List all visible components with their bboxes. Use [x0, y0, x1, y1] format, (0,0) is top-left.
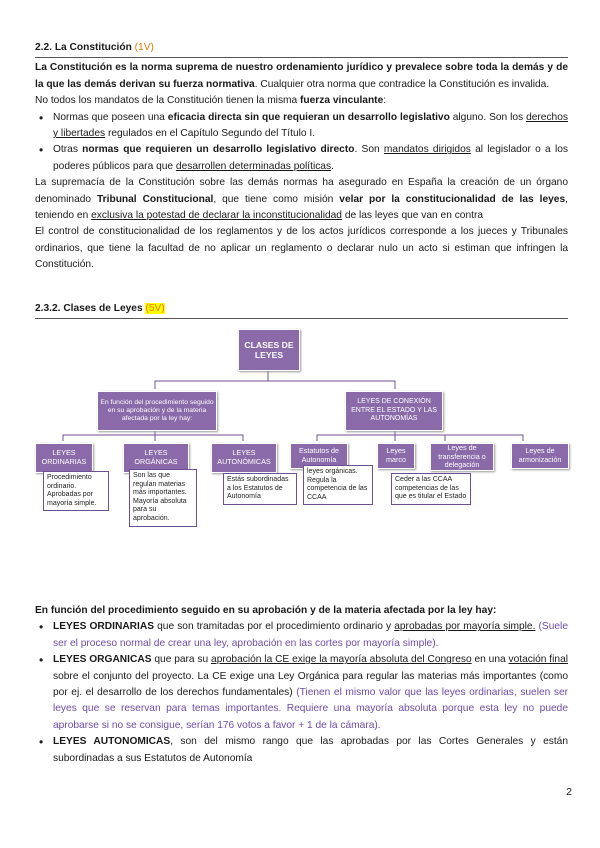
diagram-node-autonomicas: LEYES AUTONÓMICAS [211, 443, 277, 473]
paragraph: La supremacía de la Constitución sobre las demás normas ha asegurado en España la creación de un órgano denominado Tribunal Constitucional, que tiene como misión velar por la constitucionalidad de las leyes, teniendo en exclusiva la potestad de declarar la inconstitucionalidad de las leyes que van en contra [35, 177, 568, 222]
page-content [35, 40, 569, 764]
paragraph: La Constitución es la norma suprema de nuestro ordenamiento jurídico y prevalece sobre toda la demás y de la que las demás derivan su fuerza normativa. Cualquier otra norma que contradice la Constitución es invalida. [35, 62, 568, 90]
diagram-node-estatutos: Estatutos de Autonomía [290, 443, 348, 469]
diagram-root: CLASES DE LEYES [238, 329, 300, 371]
diagram-desc-ordinarias: Procedimiento ordinario. Aprobadas por mayoría simple. [43, 471, 109, 511]
section-heading-clases: 2.3.2. Clases de Leyes (5V) [35, 301, 568, 319]
list-item: • LEYES ORGANICAS que para su aprobación la CE exige la mayoría absoluta del Congreso en una votación final sobre el conjunto del proyecto. La CE exige una Ley Orgánica para regular las materias más importantes (como por ej. el desarrollo de los derechos fundamentales) (Tienen el mismo valor que las leyes ordinarias, suelen ser leyes que se reservan para temas importantes. Requiere una mayoría absoluta porque esta ley no puede aprobarse si no se consigue, serían 176 votos a favor + 1 de la cámara). [53, 652, 568, 734]
diagram-desc-autonomicas: Estás subordinadas a los Estatutos de Autonomía [223, 473, 297, 505]
bullet-list [35, 110, 568, 176]
list-item: • LEYES AUTONOMICAS, son del mismo rango que las aprobadas por las Cortes Generales y están subordinadas a sus Estatutos de Autonomía [53, 734, 568, 767]
diagram-node-armonizacion: Leyes de armonización [511, 443, 569, 469]
list-item: • LEYES ORDINARIAS que son tramitadas por el procedimiento ordinario y aprobadas por mayoría simple. (Suele ser el proceso normal de crear una ley, aprobación en las cortes por mayoría simple). [53, 619, 568, 652]
diagram-node-organicas: LEYES ORGÁNICAS [123, 443, 189, 473]
diagram-node-conexion: LEYES DE CONEXIÓN ENTRE EL ESTADO Y LAS AUTONOMÍAS [345, 391, 443, 431]
list-item: • Otras normas que requieren un desarrollo legislativo directo. Son mandatos dirigidos al legislador o a los poderes públicos para que desarrollen determinadas políticas. [53, 142, 568, 175]
diagram-desc-estatutos: leyes orgánicas. Regula la competencia de las CCAA [303, 465, 373, 505]
diagram-node-transferencia: Leyes de transferencia o delegación [430, 443, 494, 471]
leyes-section [35, 603, 568, 767]
diagram-desc-marco-transferencia: Ceder a las CCAA competencias de las que es titular el Estado [391, 473, 471, 505]
list-item: • Normas que poseen una eficacia directa sin que requieran un desarrollo legislativo alguno. Son los derechos y libertades regulados en el Capítulo Segundo del Título I. [53, 110, 568, 143]
paragraph: El control de constitucionalidad de los reglamentos y de los actos jurídicos corresponde a los jueces y Tribunales ordinarios, que tiene la facultad de no aplicar un reglamento o declarar nulo un acto si estiman que infringen la Constitución. [35, 226, 568, 271]
classes-diagram [35, 323, 568, 563]
diagram-node-ordinarias: LEYES ORDINARIAS [35, 443, 93, 473]
leyes-intro: En función del procedimiento seguido en su aprobación y de la materia afectada por la ley hay: [35, 605, 497, 616]
paragraph: No todos los mandatos de la Constitución tienen la misma fuerza vinculante: [35, 95, 387, 107]
diagram-node-procedimiento: En función del procedimiento seguido en su aprobación y de la materia afectada por la ley hay: [97, 391, 217, 431]
diagram-node-marco: Leyes marco [377, 443, 415, 469]
section-heading-constitucion: 2.2. La Constitución (1V) [35, 40, 568, 58]
leyes-list [35, 619, 568, 767]
page-number: 2 [566, 786, 572, 798]
diagram-desc-organicas: Son las que regulan materias más importantes. Mayoría absoluta para su aprobación. [129, 469, 197, 527]
